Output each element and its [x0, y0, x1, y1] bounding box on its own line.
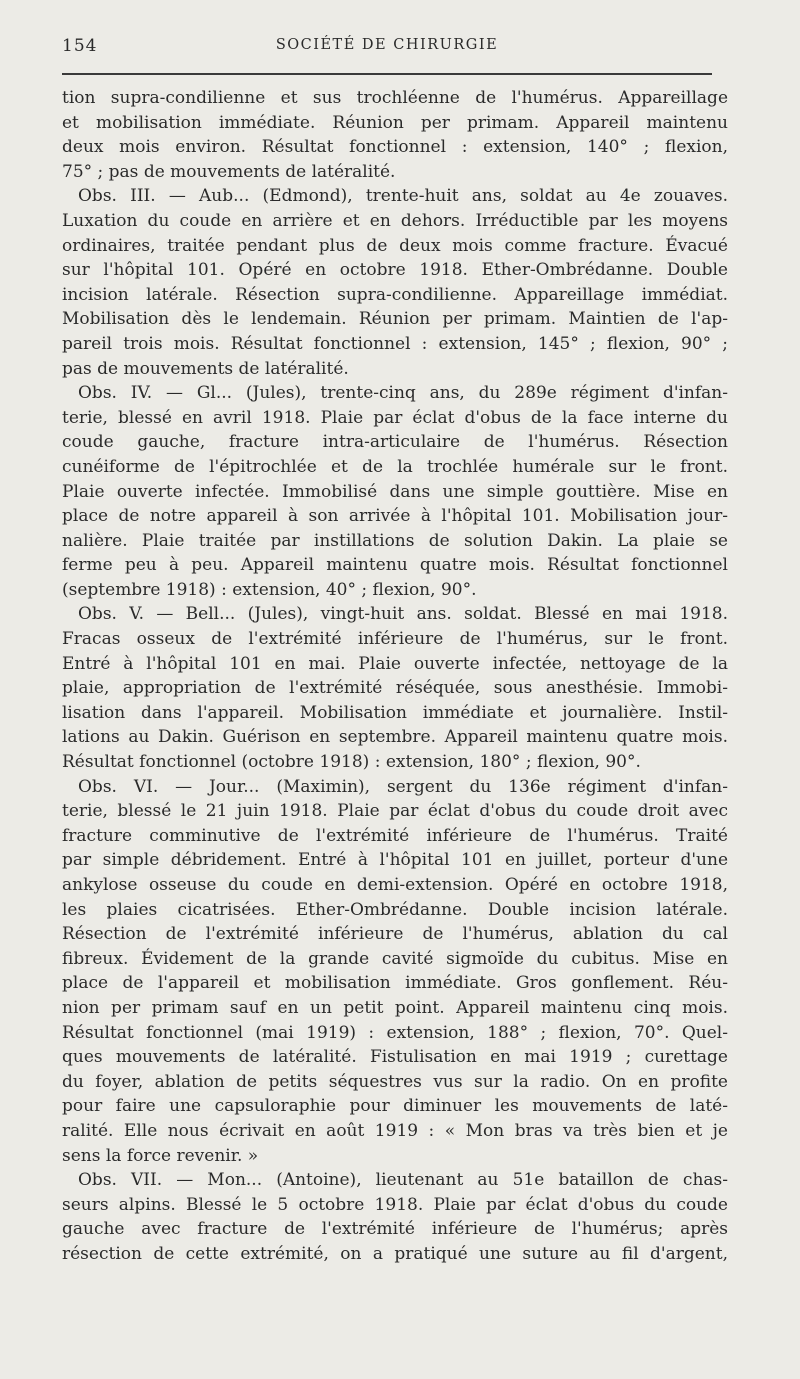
body-text	[62, 86, 728, 1267]
text-line: pas de mouvements de latéralité.	[62, 358, 349, 379]
text-line: tion supra-condilienne et sus trochléenne de l'humérus. Appareillage	[62, 88, 728, 108]
text-line: Fracas osseux de l'extrémité inférieure de l'humérus, sur le front.	[62, 629, 728, 650]
text-line: lisation dans l'appareil. Mobilisation immédiate et journalière. Instil-	[62, 702, 728, 723]
text-line: Obs. III. — Aub... (Edmond), trente-huit ans, soldat au 4e zouaves.	[78, 186, 728, 207]
text-line: résection de cette extrémité, on a pratiqué une suture au fil d'argent,	[62, 1243, 728, 1264]
text-line: Obs. VI. — Jour... (Maximin), sergent du 136e régiment d'infan-	[78, 776, 728, 797]
text-line: ordinaires, traitée pendant plus de deux mois comme fracture. Évacué	[62, 235, 728, 256]
text-line: Plaie ouverte infectée. Immobilisé dans une simple gouttière. Mise en	[62, 481, 728, 502]
text-line: pour faire une capsuloraphie pour diminuer les mouvements de laté-	[62, 1096, 728, 1117]
text-line: sur l'hôpital 101. Opéré en octobre 1918. Ether-Ombrédanne. Double	[62, 260, 728, 281]
page-header	[62, 36, 712, 64]
text-line: place de l'appareil et mobilisation immédiate. Gros gonflement. Réu-	[62, 973, 728, 994]
text-line: gauche avec fracture de l'extrémité inférieure de l'humérus; après	[62, 1219, 728, 1240]
text-line: du foyer, ablation de petits séquestres vus sur la radio. On en profite	[62, 1071, 728, 1092]
text-line: par simple débridement. Entré à l'hôpital 101 en juillet, porteur d'une	[62, 850, 728, 871]
page-number: 154	[62, 36, 98, 56]
text-line: incision latérale. Résection supra-condilienne. Appareillage immédiat.	[62, 284, 728, 305]
text-line: ferme peu à peu. Appareil maintenu quatre mois. Résultat fonctionnel	[62, 555, 728, 576]
text-line: nalière. Plaie traitée par instillations de solution Dakin. La plaie se	[62, 530, 728, 551]
text-line: pareil trois mois. Résultat fonctionnel : extension, 145° ; flexion, 90° ;	[62, 333, 728, 354]
text-line: Mobilisation dès le lendemain. Réunion per primam. Maintien de l'ap-	[62, 309, 728, 330]
text-line: plaie, appropriation de l'extrémité réséquée, sous anesthésie. Immobi-	[62, 678, 728, 699]
header-rule	[62, 73, 712, 75]
text-line: Obs. VII. — Mon... (Antoine), lieutenant au 51e bataillon de chas-	[78, 1170, 728, 1191]
text-line: Obs. V. — Bell... (Jules), vingt-huit ans. soldat. Blessé en mai 1918.	[78, 604, 728, 625]
text-line: Luxation du coude en arrière et en dehors. Irréductible par les moyens	[62, 210, 728, 231]
text-line: sens la force revenir. »	[62, 1145, 259, 1166]
text-line: Résultat fonctionnel (octobre 1918) : extension, 180° ; flexion, 90°.	[62, 752, 641, 773]
text-line: terie, blessé le 21 juin 1918. Plaie par éclat d'obus du coude droit avec	[62, 801, 728, 822]
text-line: Résultat fonctionnel (mai 1919) : extension, 188° ; flexion, 70°. Quel-	[62, 1022, 728, 1043]
text-line: lations au Dakin. Guérison en septembre. Appareil maintenu quatre mois.	[62, 727, 728, 748]
text-line: cunéiforme de l'épitrochlée et de la trochlée humérale sur le front.	[62, 456, 728, 477]
text-line: Entré à l'hôpital 101 en mai. Plaie ouverte infectée, nettoyage de la	[62, 653, 728, 674]
text-line: 75° ; pas de mouvements de latéralité.	[62, 161, 396, 182]
text-line: fibreux. Évidement de la grande cavité sigmoïde du cubitus. Mise en	[62, 948, 728, 969]
text-line: place de notre appareil à son arrivée à l'hôpital 101. Mobilisation jour-	[62, 506, 728, 527]
running-head: SOCIÉTÉ DE CHIRURGIE	[275, 37, 499, 53]
text-line: seurs alpins. Blessé le 5 octobre 1918. Plaie par éclat d'obus du coude	[62, 1194, 728, 1215]
text-line: Résection de l'extrémité inférieure de l'humérus, ablation du cal	[62, 924, 728, 945]
text-line: ralité. Elle nous écrivait en août 1919 : « Mon bras va très bien et je	[62, 1120, 728, 1141]
text-line: fracture comminutive de l'extrémité inférieure de l'humérus. Traité	[62, 825, 728, 846]
text-line: deux mois environ. Résultat fonctionnel : extension, 140° ; flexion,	[62, 137, 728, 158]
text-line: et mobilisation immédiate. Réunion per primam. Appareil maintenu	[62, 112, 728, 133]
text-line: coude gauche, fracture intra-articulaire de l'humérus. Résection	[62, 432, 728, 453]
text-line: ankylose osseuse du coude en demi-extension. Opéré en octobre 1918,	[62, 875, 728, 895]
text-line: ques mouvements de latéralité. Fistulisation en mai 1919 ; curettage	[62, 1047, 728, 1068]
text-line: nion per primam sauf en un petit point. Appareil maintenu cinq mois.	[62, 997, 728, 1018]
text-line: Obs. IV. — Gl... (Jules), trente-cinq ans, du 289e régiment d'infan-	[78, 383, 728, 404]
text-line: (septembre 1918) : extension, 40° ; flexion, 90°.	[62, 579, 477, 600]
text-line: les plaies cicatrisées. Ether-Ombrédanne. Double incision latérale.	[62, 899, 728, 920]
text-line: terie, blessé en avril 1918. Plaie par éclat d'obus de la face interne du	[62, 407, 728, 428]
